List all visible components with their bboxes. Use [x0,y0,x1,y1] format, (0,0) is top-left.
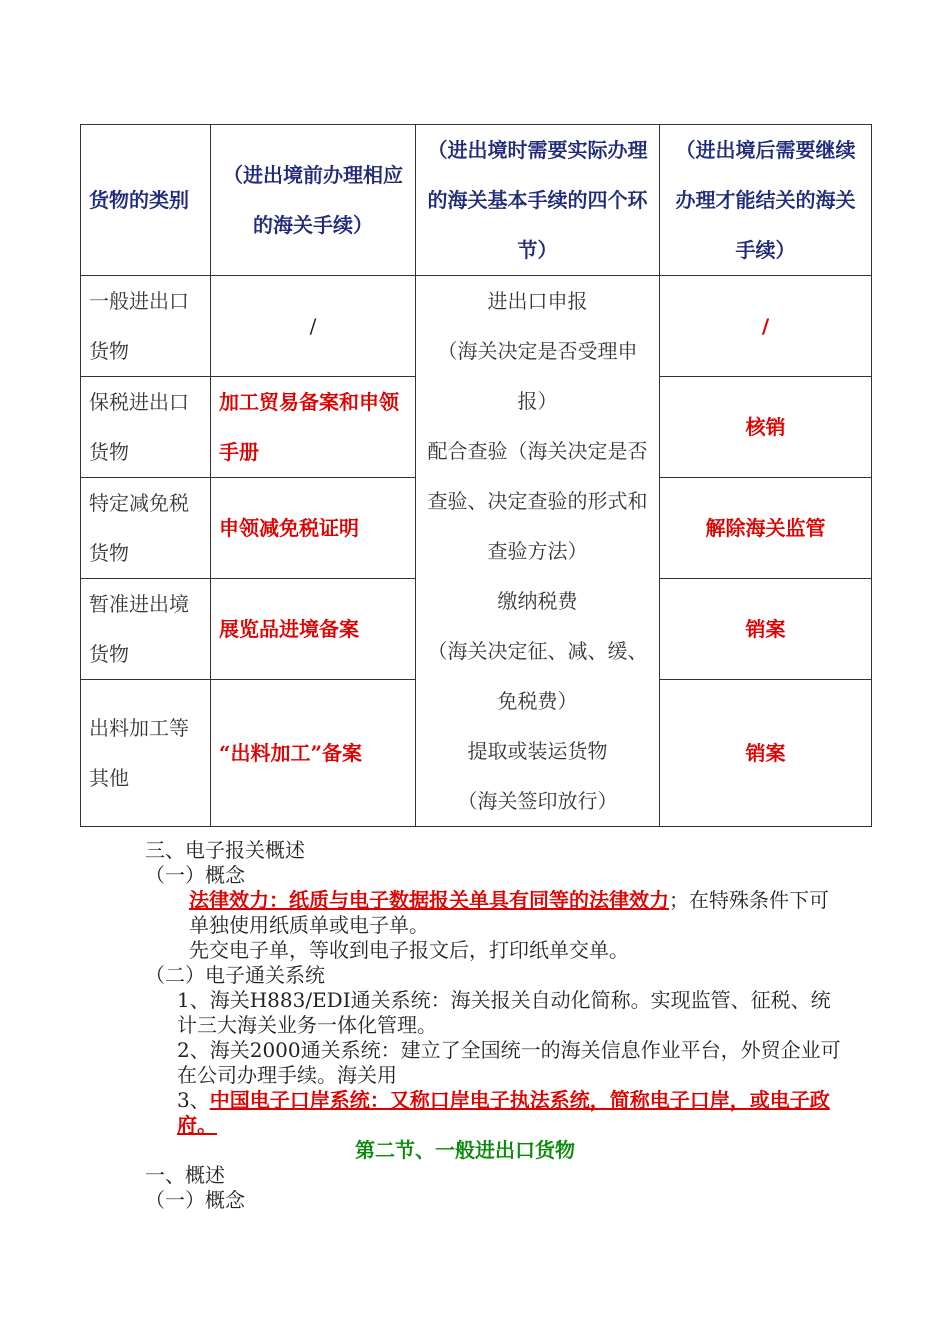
row-after: 核销 [660,377,872,478]
row-category: 暂准进出境货物 [81,579,211,680]
header-during: （进出境时需要实际办理的海关基本手续的四个环节） [416,125,660,276]
four-steps-cell [416,276,660,827]
row-before: 申领减免税证明 [211,478,416,579]
row-category: 特定减免税货物 [81,478,211,579]
step-text: 配合查验（海关决定是否查验、决定查验的形式和查验方法） [427,439,648,563]
row-after: / [660,276,872,377]
row-category: 保税进出口货物 [81,377,211,478]
row-before: “出料加工”备案 [211,680,416,827]
header-after: （进出境后需要继续办理才能结关的海关手续） [660,125,872,276]
step-text: （海关决定是否受理申报） [437,339,638,413]
row-before: 展览品进境备案 [211,579,416,680]
row-after: 解除海关监管 [660,478,872,579]
row-before: / [211,276,416,377]
paragraph-legal-effect [145,888,845,938]
row-category: 一般进出口货物 [81,276,211,377]
subheading-concept: （一）概念 [145,863,245,887]
subheading-clearance-system: （二）电子通关系统 [145,963,325,987]
legal-effect-highlight: 法律效力：纸质与电子数据报关单具有同等的法律效力 [189,888,669,912]
paragraph-electronic-first: 先交电子单，等收到电子报文后，打印纸单交单。 [189,938,629,962]
step-text: 缴纳税费 [497,589,578,613]
body-text [145,838,845,1213]
header-category: 货物的类别 [81,125,211,276]
row-category: 出料加工等其他 [81,680,211,827]
legal-effect-rest: ；在特殊条件下可单独使用纸质单或电子单。 [189,888,829,937]
section-title: 第二节、一般进出口货物 [355,1138,575,1162]
e-port-highlight: 中国电子口岸系统：又称口岸电子执法系统，简称电子口岸，或电子政府。 [177,1088,830,1137]
heading-overview: 一、概述 [145,1163,225,1187]
step-text: （海关签印放行） [457,789,618,813]
row-after: 销案 [660,579,872,680]
row-before: 加工贸易备案和申领手册 [211,377,416,478]
subheading-concept-2: （一）概念 [145,1188,245,1212]
heading-e-declaration: 三、电子报关概述 [145,838,305,862]
header-before: （进出境前办理相应的海关手续） [211,125,416,276]
step-text: （海关决定征、减、缓、免税费） [427,639,648,713]
step-text: 进出口申报 [487,289,588,313]
item-2000: 2、海关2000通关系统：建立了全国统一的海关信息作业平台，外贸企业可在公司办理手续。海关用 [177,1038,841,1087]
step-text: 提取或装运货物 [467,739,608,763]
item-e-port: 3、中国电子口岸系统：又称口岸电子执法系统，简称电子口岸，或电子政府。 [177,1088,830,1137]
item-h883: 1、海关H883/EDI通关系统：海关报关自动化简称。实现监管、征税、统计三大海关业务一体化管理。 [177,988,831,1037]
row-after: 销案 [660,680,872,827]
customs-procedure-table [80,124,872,827]
